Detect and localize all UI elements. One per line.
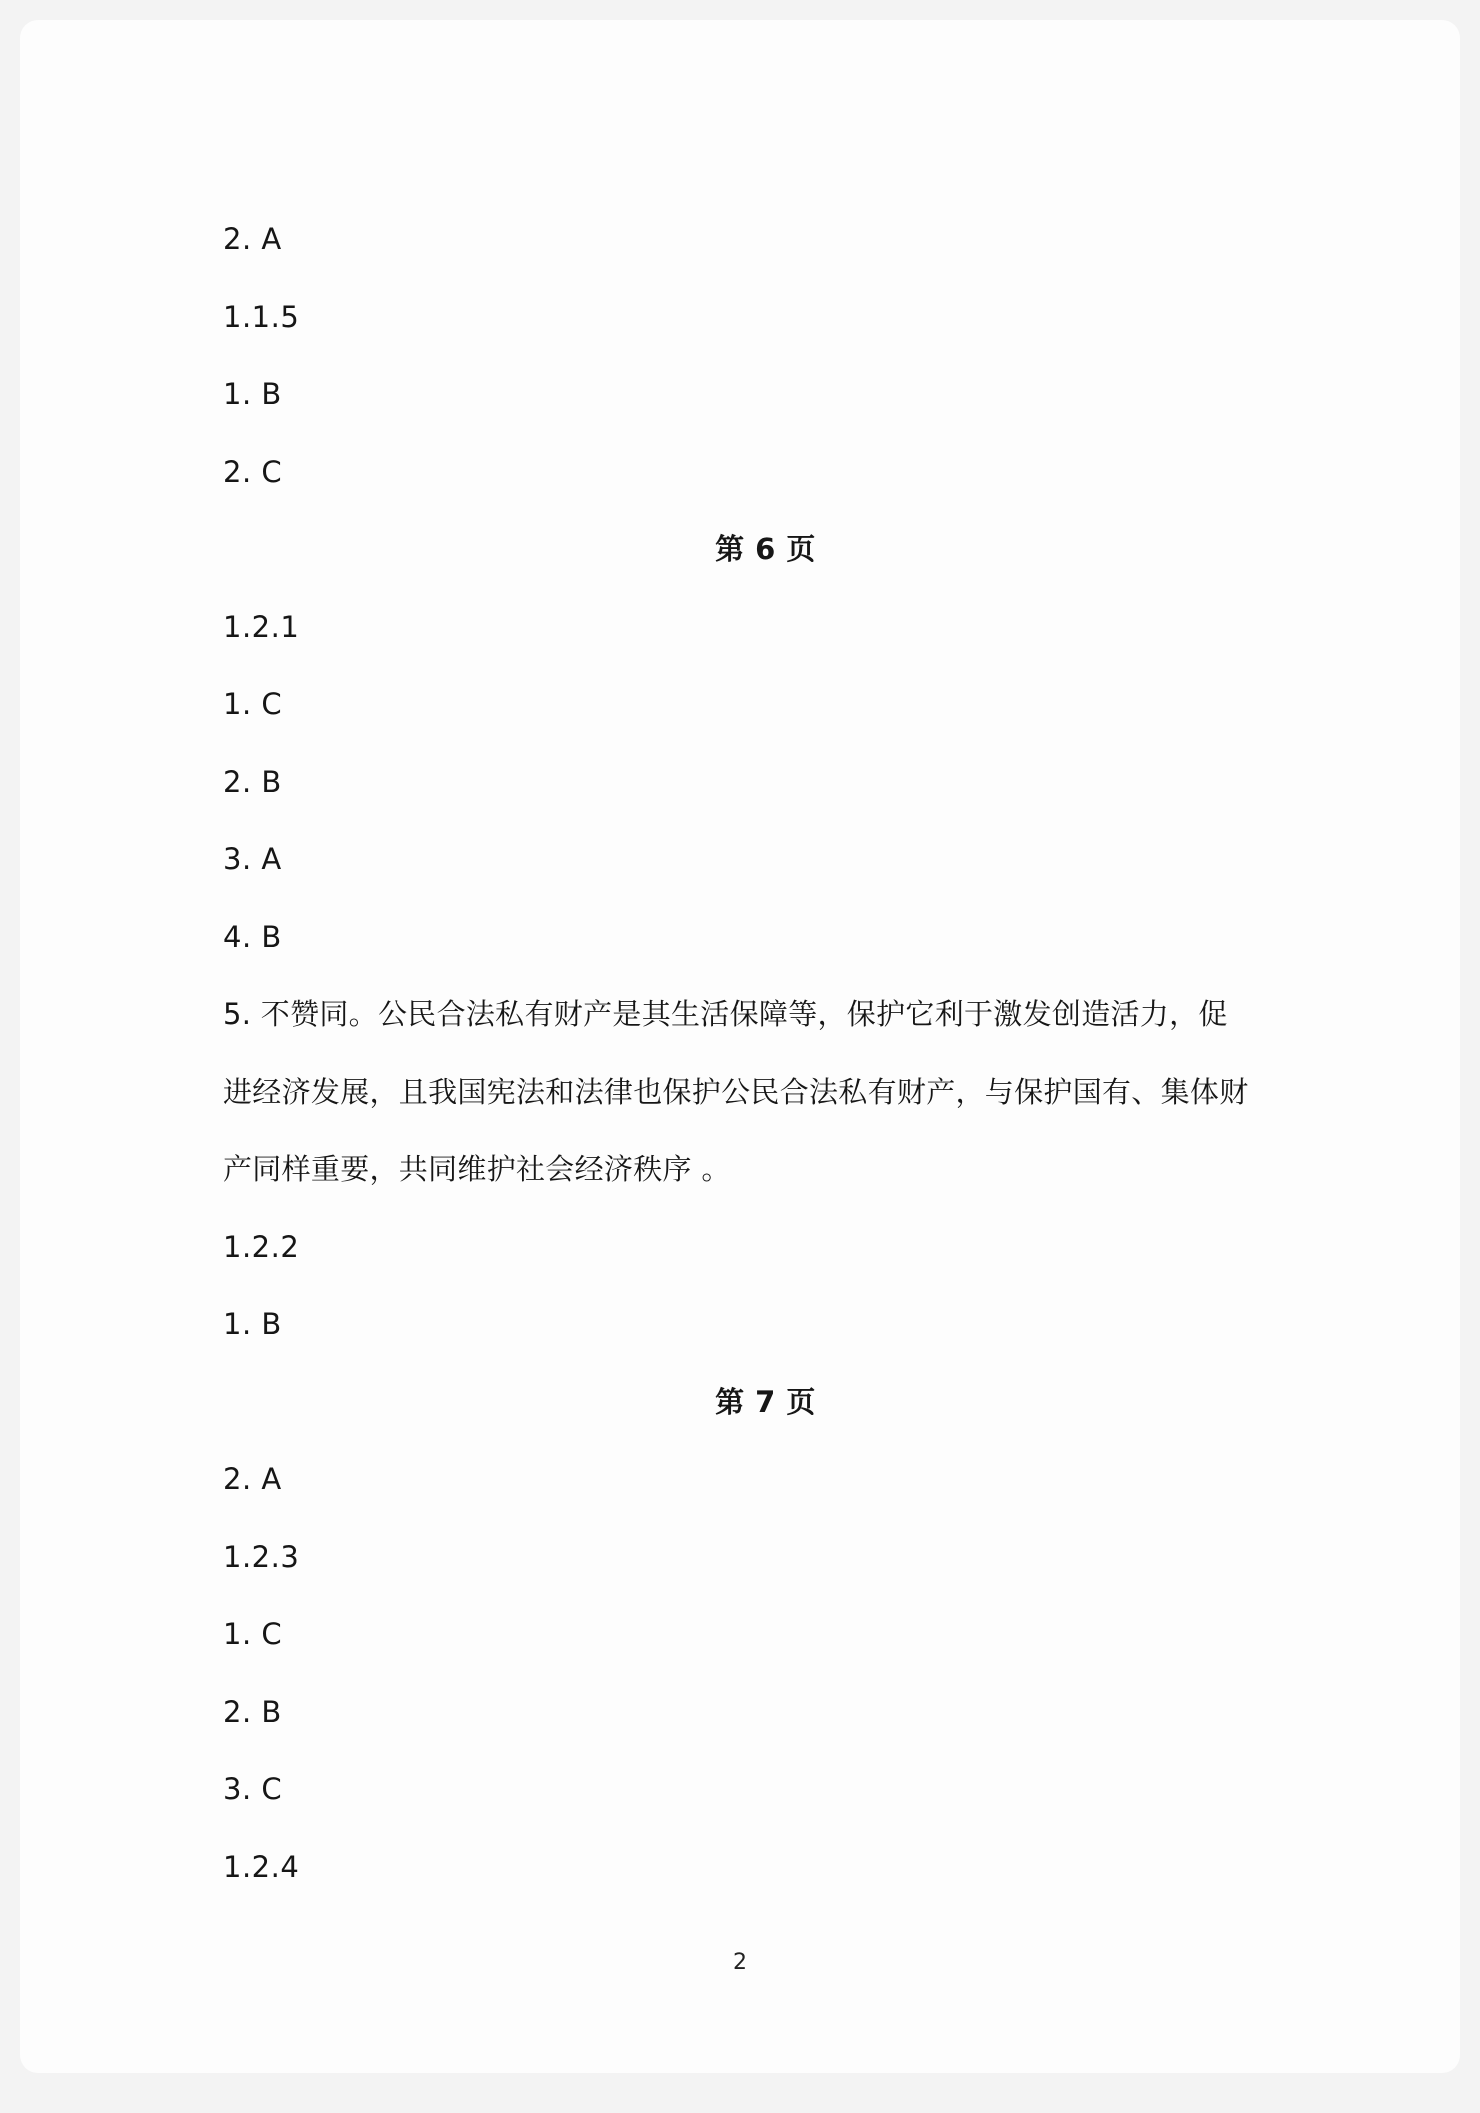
- answer-line: 2. A: [223, 222, 282, 256]
- answer-line: 1. B: [223, 1307, 282, 1341]
- page-number: 2: [733, 1950, 747, 1975]
- answer-line: 3. C: [223, 1772, 283, 1806]
- paragraph-line: 5. 不赞同。公民合法私有财产是其生活保障等，保护它利于激发创造活力，促: [223, 997, 1228, 1031]
- answer-line: 1. C: [223, 687, 283, 721]
- paragraph-line: 进经济发展，且我国宪法和法律也保护公民合法私有财产，与保护国有、集体财: [223, 1074, 1249, 1109]
- page-heading-7: 第 7 页: [715, 1384, 816, 1419]
- answer-line: 3. A: [223, 842, 282, 876]
- answer-line: 1. C: [223, 1617, 283, 1651]
- section-number: 1.2.4: [223, 1849, 300, 1884]
- answer-content: [223, 201, 1273, 1906]
- paragraph-line: 产同样重要，共同维护社会经济秩序 。: [223, 1152, 731, 1186]
- answer-line: 2. B: [223, 1694, 282, 1729]
- answer-line: 2. B: [223, 764, 282, 799]
- document-page: [20, 20, 1460, 2073]
- section-number: 1.2.2: [223, 1229, 300, 1264]
- page-heading-6: 第 6 页: [715, 532, 816, 566]
- section-number: 1.1.5: [223, 299, 300, 334]
- answer-line: 2. A: [223, 1462, 282, 1496]
- answer-line: 2. C: [223, 454, 283, 489]
- section-number: 1.2.1: [223, 609, 300, 644]
- answer-line: 1. B: [223, 377, 282, 411]
- answer-paragraph: [223, 976, 1273, 1209]
- section-number: 1.2.3: [223, 1539, 300, 1574]
- answer-line: 4. B: [223, 919, 282, 954]
